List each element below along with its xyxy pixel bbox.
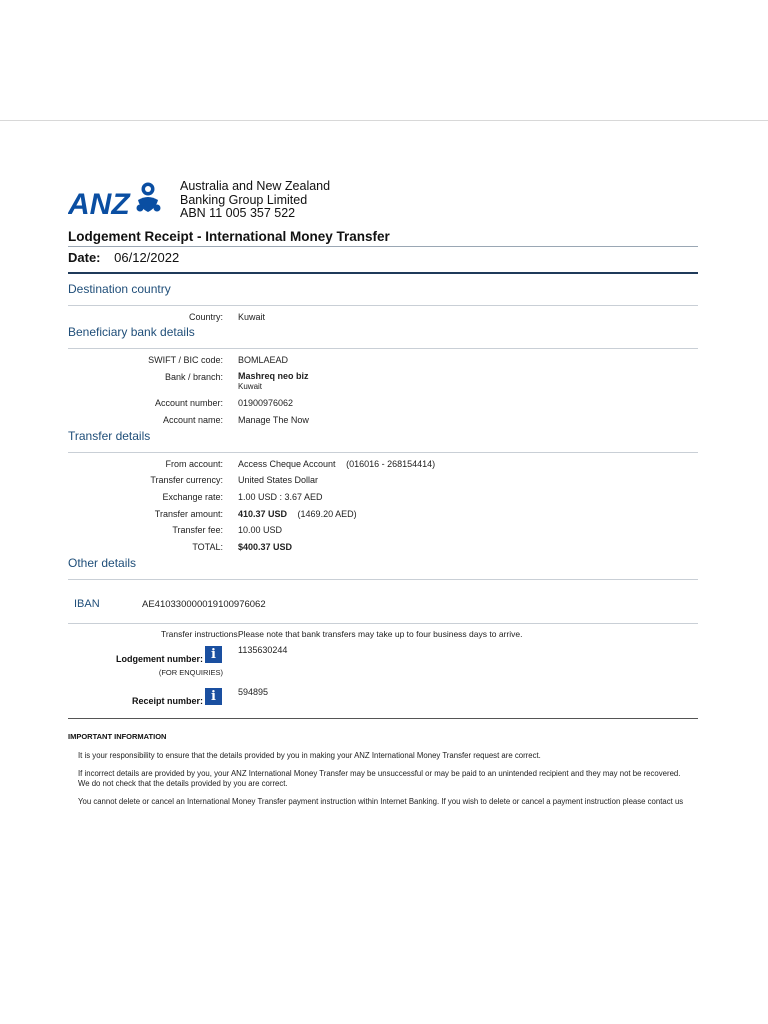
total-value-wrap [238,542,292,552]
anz-people-symbol [137,183,161,213]
account-number-label: Account number: [154,398,223,408]
important-paragraph-1: It is your responsibility to ensure that the details provided by you in making your ANZ International Money Transfer request are correct. [78,751,541,760]
important-info-title: IMPORTANT INFORMATION [68,732,167,741]
lodgement-info-icon[interactable]: i [205,646,222,663]
important-paragraph-2: If incorrect details are provided by you, your ANZ International Money Transfer may be unsuccessful or may be paid to an unintended recipient and they may not be recovered. We do not check that the details provided by you are correct. [78,769,681,788]
account-name-value: Manage The Now [238,415,309,425]
total-label: TOTAL: [192,542,223,552]
transfer-divider [68,452,698,453]
bank-name-line1: Australia and New Zealand [180,179,331,193]
branch-value: Mashreq neo biz [238,371,309,381]
document-title: Lodgement Receipt - International Money Transfer [68,229,390,244]
transfer-instructions-label: Transfer instructions: [160,629,240,639]
anz-logo [68,182,168,216]
date-row [68,250,179,265]
anz-logo-text: ANZ [68,188,130,216]
from-account-value-row [238,459,435,469]
beneficiary-divider [68,348,698,349]
other-divider [68,579,698,580]
currency-value: United States Dollar [238,475,319,485]
section-other-details: Other details [68,556,137,570]
iban-divider [68,623,698,624]
bank-name-line2: Banking Group Limited [180,192,308,207]
section-destination-country: Destination country [68,282,171,296]
transfer-amount-aed: (1469.20 AED) [297,509,357,519]
section-transfer-details: Transfer details [68,429,151,443]
bank-name-block [180,180,330,221]
transfer-fee-value: 10.00 USD [238,525,283,535]
title-divider [68,246,698,247]
transfer-instructions-value: Please note that bank transfers may take up to four business days to arrive. [238,629,523,639]
swift-value: BOMLAEAD [238,355,289,365]
important-paragraph-3: You cannot delete or cancel an International Money Transfer payment instruction within Internet Banking. If you wish to delete or cancel a payment instruction please contact us [78,797,684,806]
bank-abn: ABN 11 005 357 522 [180,206,296,220]
receipt-number-value: 594895 [238,687,269,697]
account-name-label: Account name: [162,415,223,425]
branch-country: Kuwait [238,382,263,391]
receipt-info-icon[interactable]: i [205,688,222,705]
total-value: $400.37 USD [238,542,293,552]
branch-label: Bank / branch: [164,372,223,382]
transfer-amount-value: 410.37 USD [238,509,288,519]
for-enquiries-note: (FOR ENQUIRIES) [158,668,223,677]
date-divider [68,272,698,274]
account-number-value: 01900976062 [238,398,294,408]
destination-divider [68,305,698,306]
exchange-rate-label: Exchange rate: [162,492,223,502]
bank-header [68,180,698,226]
from-account-value: Access Cheque Account [238,459,336,469]
iban-value: AE410330000019100976062 [142,599,266,610]
branch-value-block [238,371,309,391]
country-label: Country: [188,312,223,322]
swift-label: SWIFT / BIC code: [148,355,223,365]
country-value: Kuwait [238,312,266,322]
exchange-rate-value: 1.00 USD : 3.67 AED [238,492,323,502]
transfer-amount-row [238,509,357,519]
section-beneficiary-bank: Beneficiary bank details [68,325,195,339]
top-divider [0,120,768,121]
date-value: 06/12/2022 [114,250,180,265]
lodgement-number-label: Lodgement number: [116,654,203,664]
from-account-label: From account: [165,459,223,469]
receipt-number-label: Receipt number: [131,696,203,706]
important-divider [68,718,698,719]
transfer-amount-label: Transfer amount: [154,509,223,519]
lodgement-number-value: 1135630244 [238,645,288,655]
from-account-number: (016016 - 268154414) [346,459,436,469]
iban-label: IBAN [74,598,100,610]
date-label: Date: [68,250,101,265]
transfer-fee-label: Transfer fee: [172,525,223,535]
currency-label: Transfer currency: [150,475,223,485]
